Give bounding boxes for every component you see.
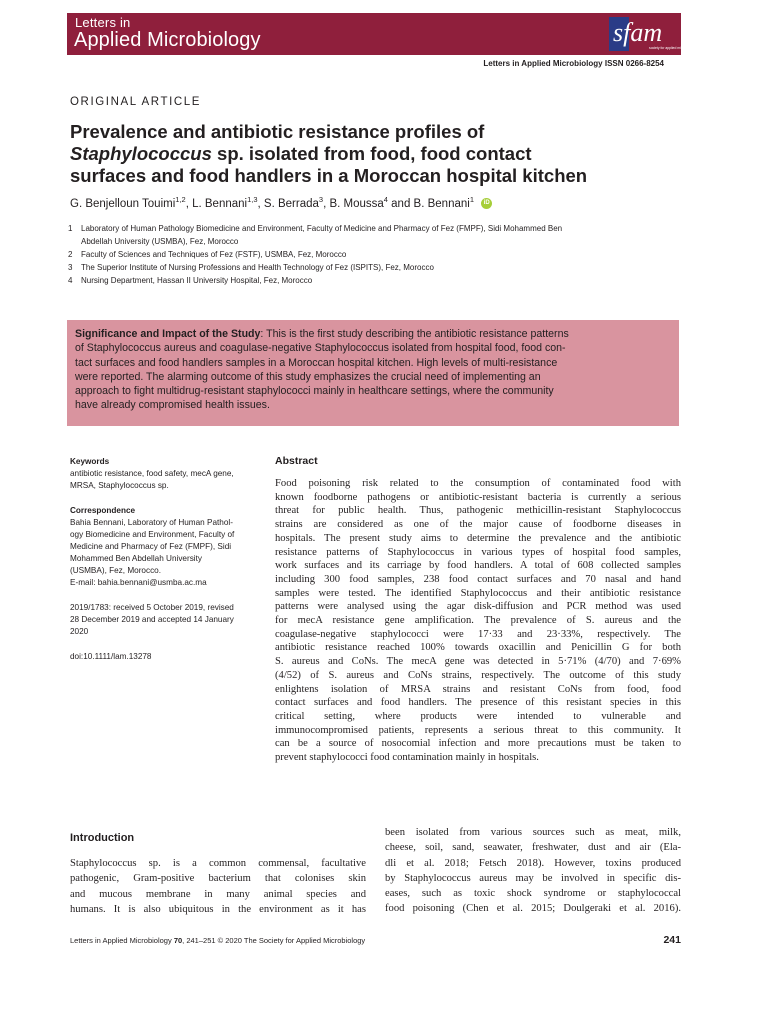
affiliation-text: Laboratory of Human Pathology Biomedicine and Environment, Faculty of Medicine and Pharmacy of Fez (FMPF), Sidi Mohammed Ben — [81, 224, 563, 233]
correspondence-line: Medicine and Pharmacy of Fez (FMPF), Sidi — [70, 542, 232, 551]
author-affil-sup: 1,2 — [175, 195, 186, 204]
affiliation-item — [68, 248, 688, 261]
significance-line: approach to fight multidrug-resistant staphylococci mainly in healthcare settings, where the community — [75, 385, 554, 398]
page-number: 241 — [663, 934, 681, 946]
article-title — [70, 121, 690, 187]
author-affil-sup: 1 — [469, 195, 474, 204]
orcid-icon[interactable]: iD — [481, 198, 492, 209]
abstract-line: samples were tested. The identified Staphylococcus and their antibiotic resistance — [275, 587, 681, 599]
intro-line: eases, such as toxic shock syndrome or staphylococcal — [385, 888, 681, 900]
correspondence-line: Mohammed Ben Abdellah University — [70, 554, 202, 563]
significance-line: tact surfaces and food handlers samples in a Moroccan hospital kitchen. High levels of multi-resistance — [75, 356, 558, 369]
author-name: L. Bennani — [192, 197, 248, 210]
abstract-line: contact surfaces and food handlers. The presence of this resistant species in this — [275, 697, 681, 709]
sidebar — [70, 456, 270, 676]
abstract-line: can be a source of nosocomial infection and more precautions must be taken to — [275, 738, 681, 750]
dates-line: 2020 — [70, 627, 89, 636]
abstract-line: including 300 food samples, 238 food contact surfaces and 70 nasal and hand — [275, 573, 681, 585]
abstract-line: critical setting, where products were intended to vulnerable and — [275, 710, 681, 722]
correspondence-email[interactable]: E-mail: bahia.bennani@usmba.ac.ma — [70, 578, 207, 587]
keywords-heading: Keywords — [70, 457, 110, 466]
abstract-line: coagulase-negative staphylococci were 17·33 and 23·33%, respectively. The — [275, 628, 681, 640]
significance-line: Significance and Impact of the Study: This is the first study describing the antibiotic resistance patterns — [75, 328, 569, 340]
author-list: G. Benjelloun Touimi$^{1,2}$, L. Bennani$^{1,3}$, S. Berrada$^3$, B. Moussa$^4$ and B. Bennani$^1$ iD — [70, 195, 492, 210]
significance-box — [67, 320, 679, 426]
abstract-body — [275, 477, 681, 765]
correspondence-line: Bahia Bennani, Laboratory of Human Pathol- — [70, 518, 233, 527]
dates-line: 28 December 2019 and accepted 14 January — [70, 615, 234, 624]
intro-line: Staphylococcus sp. is a common commensal, facultative — [70, 858, 366, 869]
sfam-logo-subtext: society for applied microbiology — [649, 46, 697, 50]
abstract-line: immunocompromised patients, represents a serious threat to this community. It — [275, 724, 681, 736]
intro-line: been isolated from various sources such as meat, milk, — [385, 827, 681, 838]
abstract-line: Food poisoning risk related to the consumption of contaminated food with — [275, 478, 681, 489]
abstract-line: patterns were analysed using the agar disk-diffusion and PCR method was used — [275, 601, 681, 613]
journal-masthead — [67, 13, 697, 55]
abstract-line: strains are considered as one of the major cause of foodborne diseases in — [275, 519, 681, 531]
abstract-line: resistance patterns of Staphylococcus in various types of hospital food samples, — [275, 546, 681, 558]
dates-line: 2019/1783: received 5 October 2019, revised — [70, 603, 234, 612]
keywords-line: antibiotic resistance, food safety, mecA gene, — [70, 469, 234, 478]
footer-volume: 70 — [173, 936, 183, 945]
doi-block — [70, 651, 270, 663]
significance-line: were reported. The alarming outcome of this study emphasizes the crucial need of implementing an — [75, 370, 541, 383]
intro-line: humans. It is also ubiquitous in the environment as it has — [70, 903, 366, 915]
title-line-1: Prevalence and antibiotic resistance profiles of — [70, 121, 485, 142]
author-name: B. Bennani — [413, 197, 470, 210]
affiliation-text: Abdellah University (USMBA), Fez, Morocco — [81, 237, 239, 246]
intro-line: dli et al. 2018; Fetsch 2018). However, toxins produced — [385, 857, 681, 869]
intro-line: pathogenic, Gram-positive bacterium that colonises skin — [70, 873, 366, 885]
significance-line: have already compromised health issues. — [75, 399, 270, 412]
affiliation-text: The Superior Institute of Nursing Professions and Health Technology of Fez (ISPITS), Fez, Morocco — [81, 263, 434, 272]
introduction-body-2 — [385, 825, 681, 917]
author-name: S. Berrada — [263, 197, 319, 210]
introduction-heading: Introduction — [70, 832, 135, 844]
affiliation-text: Nursing Department, Hassan II University Hospital, Fez, Morocco — [81, 276, 313, 285]
keywords-line: MRSA, Staphylococcus sp. — [70, 481, 169, 490]
introduction-column-2 — [385, 825, 681, 917]
author-name: B. Moussa — [329, 197, 384, 210]
intro-line: food poisoning (Chen et al. 2015; Doulgeraki et al. 2016). — [385, 903, 681, 915]
correspondence-line: ogy Biomedicine and Environment, Faculty of — [70, 530, 235, 539]
sfam-logo — [607, 15, 697, 53]
footer-citation: Letters in Applied Microbiology 70, 241–251 © 2020 The Society for Applied Microbiology — [70, 936, 366, 945]
affiliation-number: 1 — [68, 224, 73, 233]
abstract-line: threat for public health. Thus, pathogenic methicillin-resistant Staphylococcus — [275, 505, 681, 517]
dates-block — [70, 602, 270, 638]
abstract-line: for mecA resistance gene amplification. The prevalence of S. aureus and the — [275, 615, 681, 627]
correspondence-line: (USMBA), Fez, Morocco. — [70, 566, 161, 575]
affiliation-item — [68, 274, 688, 287]
issn-line: Letters in Applied Microbiology ISSN 0266-8254 — [483, 59, 664, 68]
affiliation-item — [68, 261, 688, 274]
affiliation-item — [68, 222, 688, 248]
abstract-line: work surfaces and its carriage by food handlers. A total of 608 collected samples — [275, 560, 681, 572]
abstract-line: prevent staphylococci food contamination mainly in hospitals. — [275, 752, 539, 764]
affiliation-number: 4 — [68, 276, 73, 285]
abstract-line: enlightens isolation of MRSA strains and resistant CoNs from food, food — [275, 683, 681, 695]
abstract-line: known foodborne pathogens or antibiotic-resistant bacteria is currently a serious — [275, 491, 681, 503]
abstract-heading: Abstract — [275, 455, 318, 467]
affiliation-text: Faculty of Sciences and Techniques of Fez (FSTF), USMBA, Fez, Morocco — [81, 250, 347, 259]
abstract-line: antibiotic resistance reached 100% towards oxacillin and Penicillin G for both — [275, 642, 681, 654]
sfam-logo-text: sfam — [613, 18, 663, 47]
keywords-block — [70, 456, 270, 492]
intro-line: and mucous membrane in many animal species and — [70, 888, 366, 900]
affiliation-number: 3 — [68, 263, 73, 272]
title-line-3: surfaces and food handlers in a Moroccan hospital kitchen — [70, 165, 588, 186]
introduction-column-1 — [70, 832, 366, 917]
title-italic: Staphylococcus — [70, 143, 212, 164]
author-affil-sup: 4 — [383, 195, 388, 204]
article-section: ORIGINAL ARTICLE — [70, 96, 202, 108]
introduction-body-1 — [70, 856, 366, 917]
intro-line: by Staphylococcus aureus may be involved in specific dis- — [385, 872, 681, 884]
significance-line: of Staphylococcus aureus and coagulase-negative Staphylococcus isolated from hospital food, food con- — [75, 342, 566, 355]
abstract-line: (4/52) of S. aureus and CoNs strains, respectively. The outcome of this study — [275, 669, 681, 681]
affiliation-number: 2 — [68, 250, 73, 259]
author-name: G. Benjelloun Touimi — [70, 197, 176, 210]
intro-line: cheese, soil, sand, seawater, freshwater, dust and air (Ela- — [385, 842, 681, 854]
author-affil-sup: 1,3 — [247, 195, 258, 204]
affiliations — [68, 222, 688, 287]
doi-link[interactable]: doi:10.1111/lam.13278 — [70, 652, 152, 661]
journal-top-line: Letters in — [75, 15, 131, 30]
abstract-line: hospitals. The present study aims to determine the prevalence and the antibiotic — [275, 532, 681, 544]
page-footer — [70, 934, 681, 946]
significance-heading: Significance and Impact of the Study — [75, 328, 261, 340]
correspondence-block — [70, 505, 270, 589]
correspondence-heading: Correspondence — [70, 506, 136, 515]
author-affil-sup: 3 — [318, 195, 324, 204]
abstract-line: S. aureus and CoNs. The mecA gene was detected in 5·71% (4/70) and 7·69% — [275, 656, 681, 668]
journal-name: Applied Microbiology — [74, 29, 261, 51]
title-line-2: Staphylococcus sp. isolated from food, food contact — [70, 143, 532, 164]
abstract-section — [275, 455, 681, 765]
